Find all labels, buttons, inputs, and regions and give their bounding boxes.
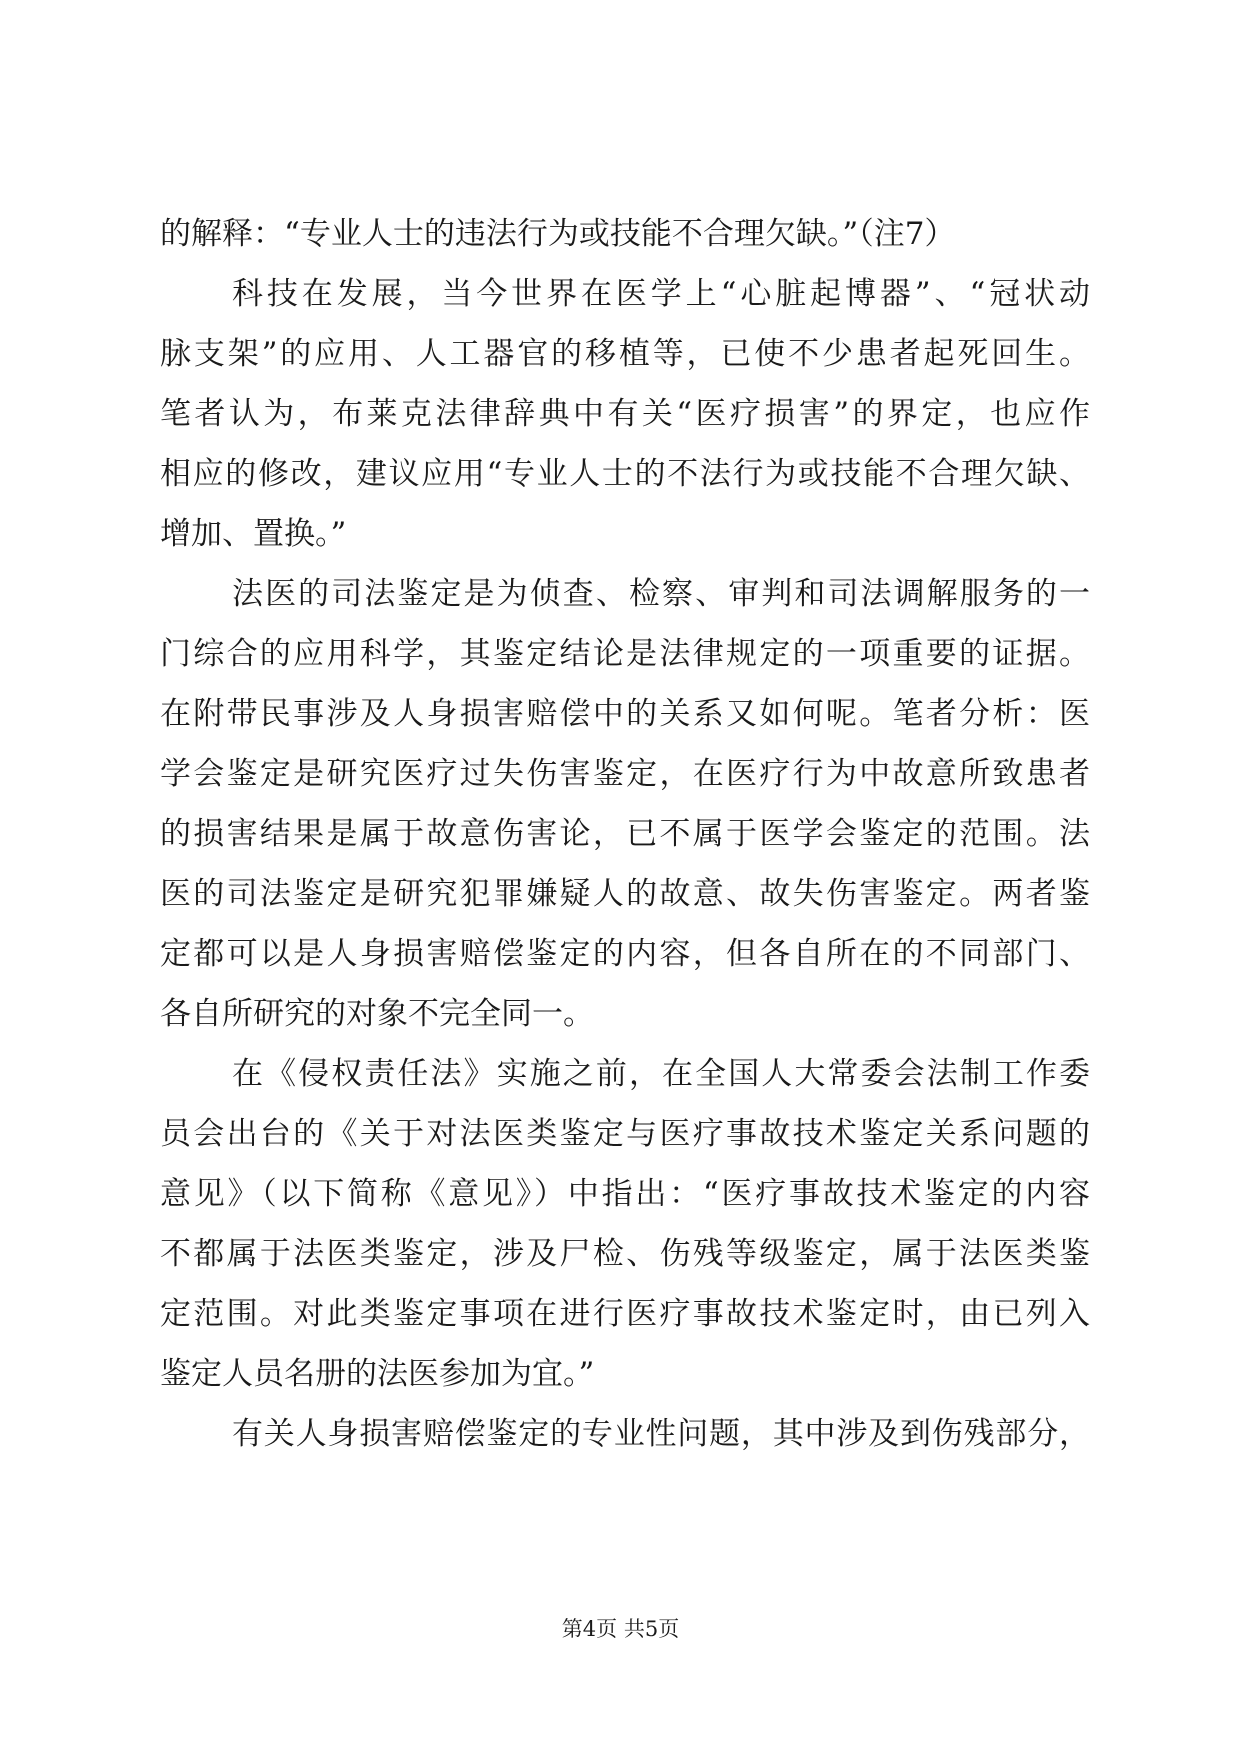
- text-line: 相应的修改，建议应用“专业人士的不法行为或技能不合理欠缺、: [160, 456, 1090, 492]
- text-line: 法医的司法鉴定是为侦查、检察、审判和司法调解服务的一: [232, 576, 1090, 612]
- text-line: 意见》（以下简称《意见》）中指出：“医疗事故技术鉴定的内容: [160, 1176, 1090, 1212]
- text-line: 不都属于法医类鉴定，涉及尸检、伤残等级鉴定，属于法医类鉴: [160, 1236, 1090, 1272]
- text-line: 鉴定人员名册的法医参加为宜。”: [160, 1356, 595, 1392]
- text-line: 脉支架”的应用、人工器官的移植等，已使不少患者起死回生。: [160, 336, 1090, 372]
- text-line: 有关人身损害赔偿鉴定的专业性问题，其中涉及到伤残部分，: [232, 1416, 1090, 1452]
- text-line: 的损害结果是属于故意伤害论，已不属于医学会鉴定的范围。法: [160, 816, 1090, 852]
- body-text: [160, 204, 1090, 1464]
- text-line: 门综合的应用科学，其鉴定结论是法律规定的一项重要的证据。: [160, 636, 1090, 672]
- text-line: 员会出台的《关于对法医类鉴定与医疗事故技术鉴定关系问题的: [160, 1116, 1090, 1152]
- text-line: 各自所研究的对象不完全同一。: [160, 996, 594, 1032]
- text-line: 增加、置换。”: [160, 516, 347, 552]
- text-line: 的解释：“专业人士的违法行为或技能不合理欠缺。”（注7）: [160, 216, 956, 252]
- text-line: 笔者认为，布莱克法律辞典中有关“医疗损害”的界定，也应作: [160, 396, 1090, 432]
- text-line: 学会鉴定是研究医疗过失伤害鉴定，在医疗行为中故意所致患者: [160, 756, 1090, 792]
- page-footer: [0, 1615, 1241, 1643]
- page-number: 第4页 共5页: [561, 1617, 680, 1641]
- text-line: 定范围。对此类鉴定事项在进行医疗事故技术鉴定时，由已列入: [160, 1296, 1090, 1332]
- text-line: 定都可以是人身损害赔偿鉴定的内容，但各自所在的不同部门、: [160, 936, 1090, 972]
- text-line: 在《侵权责任法》实施之前，在全国人大常委会法制工作委: [232, 1056, 1090, 1092]
- text-line: 在附带民事涉及人身损害赔偿中的关系又如何呢。笔者分析：医: [160, 696, 1090, 732]
- text-line: 科技在发展，当今世界在医学上“心脏起博器”、“冠状动: [232, 276, 1090, 312]
- text-line: 医的司法鉴定是研究犯罪嫌疑人的故意、故失伤害鉴定。两者鉴: [160, 876, 1090, 912]
